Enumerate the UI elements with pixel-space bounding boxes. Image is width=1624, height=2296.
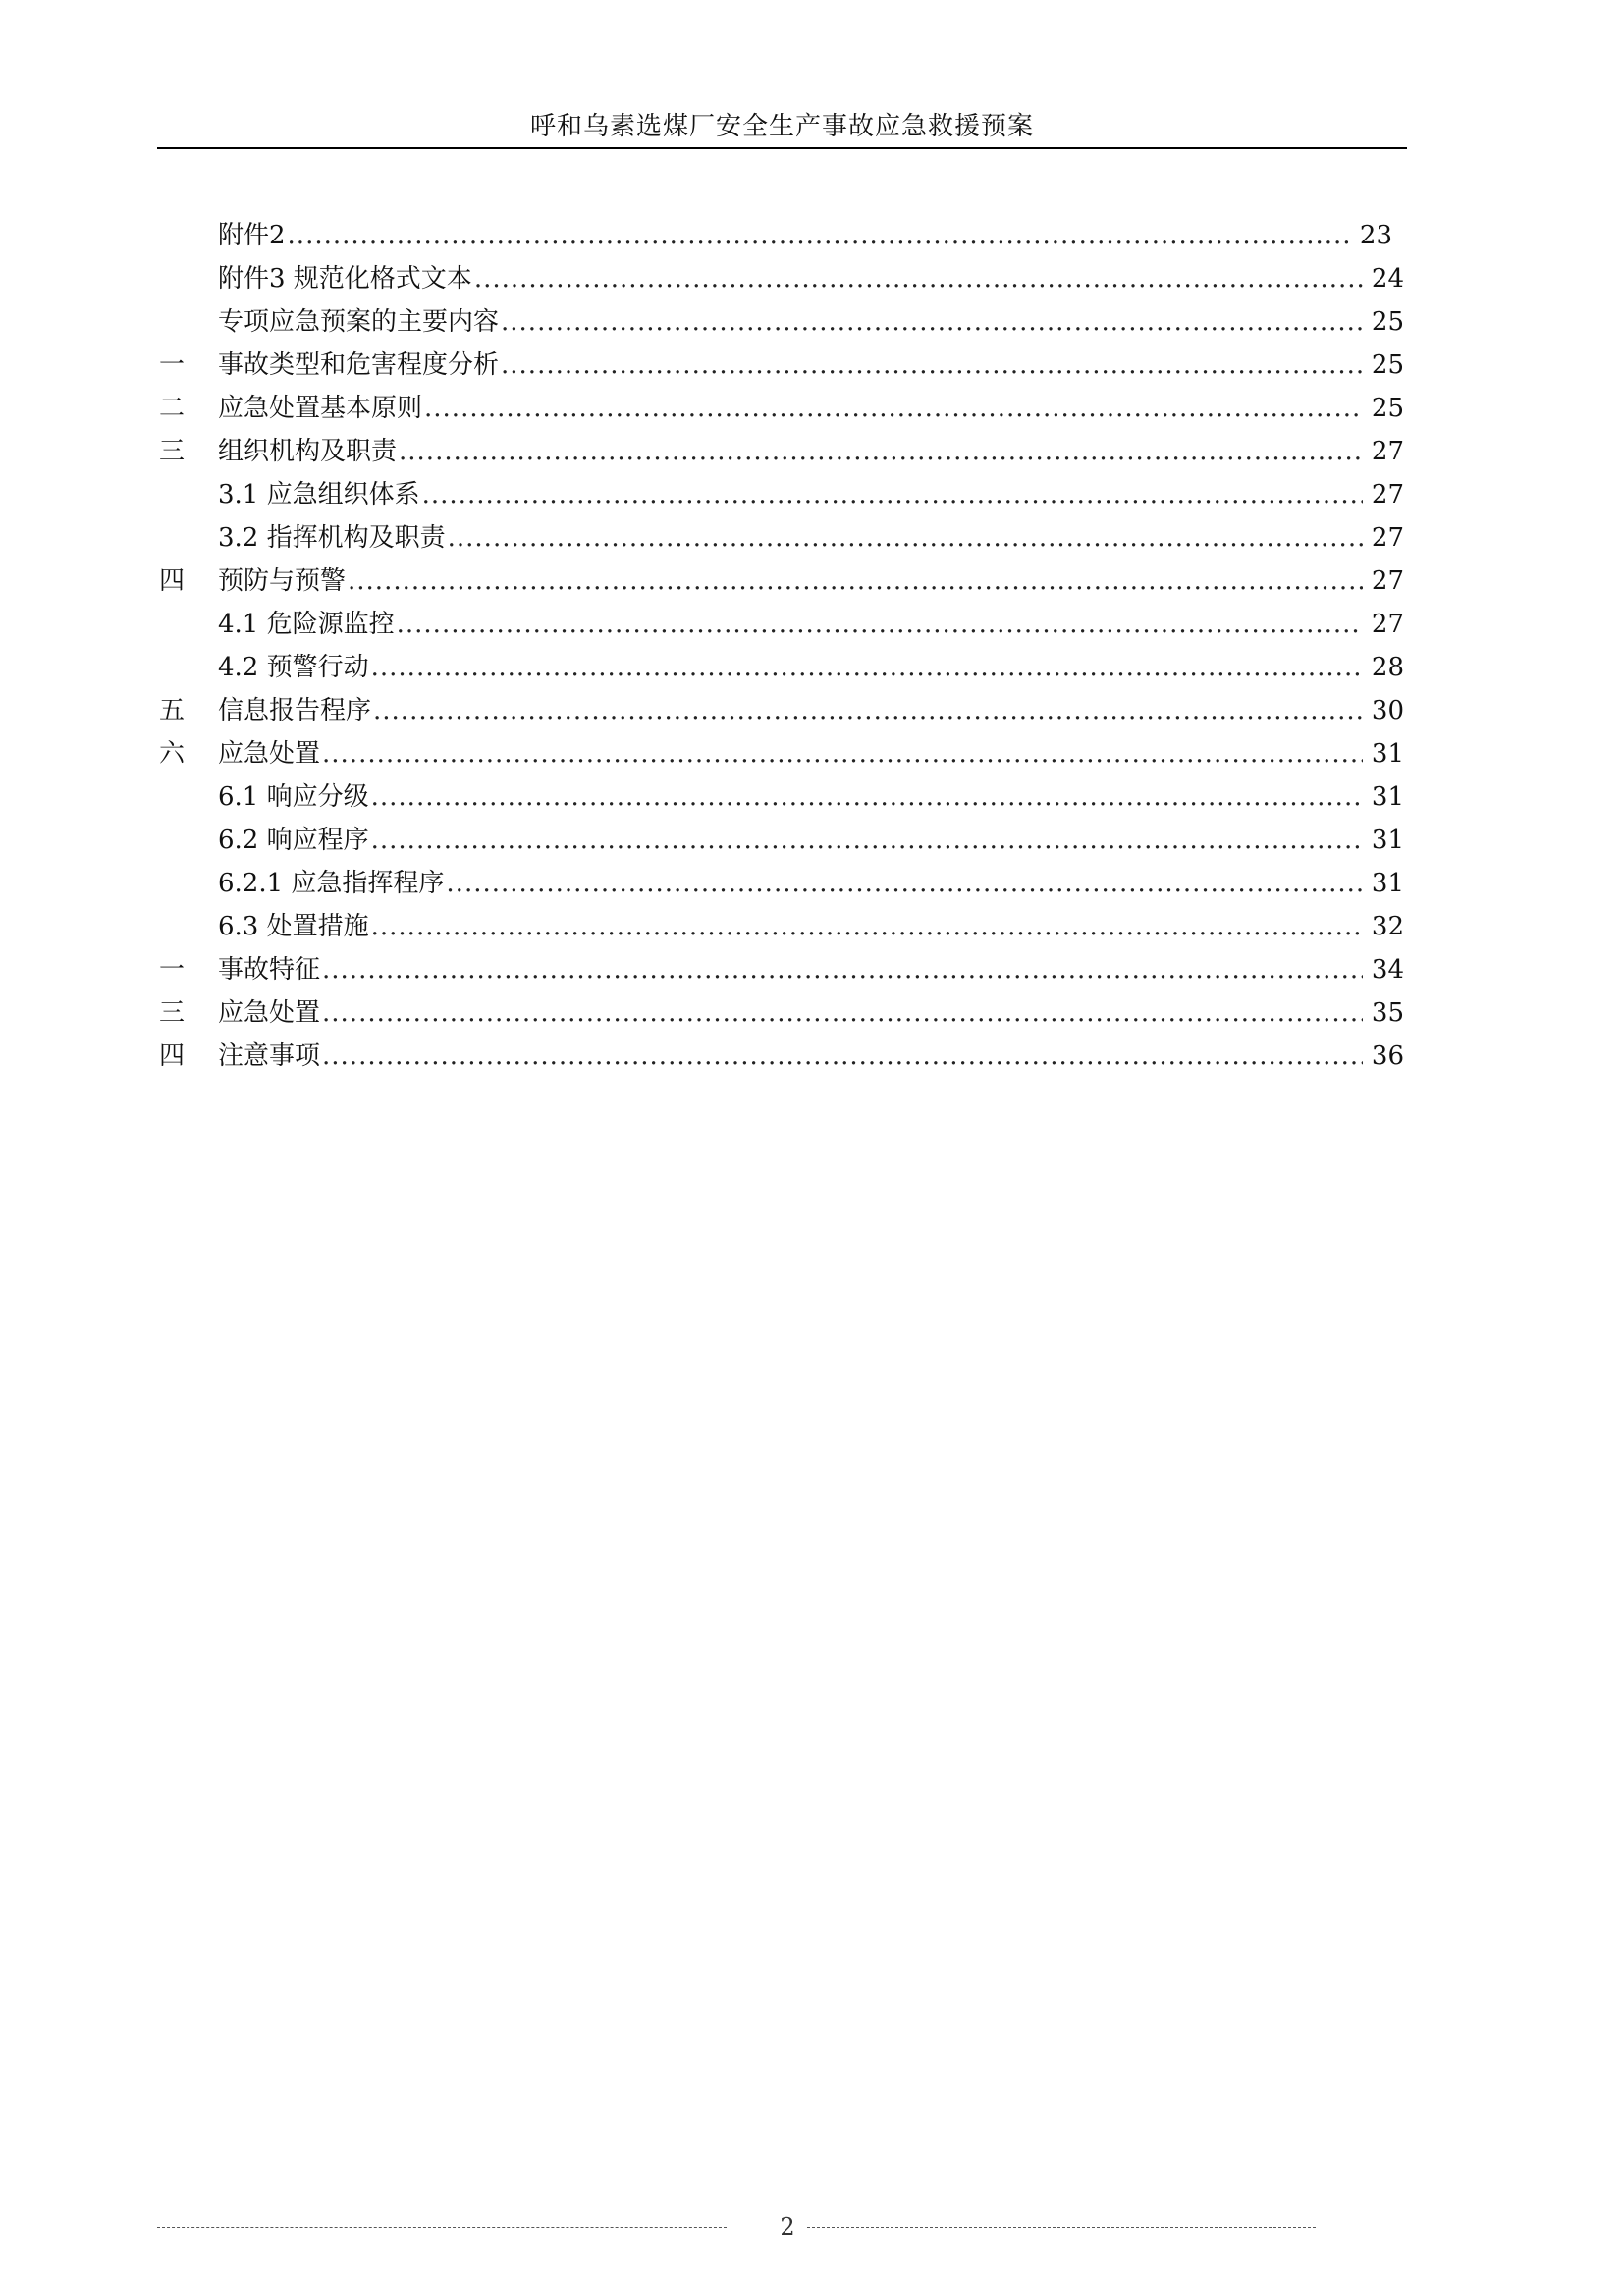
- toc-label: 注意事项: [218, 1041, 321, 1071]
- toc-entry[interactable]: [218, 344, 1404, 387]
- dot-leader: [288, 214, 1351, 257]
- toc-number: 三: [159, 437, 186, 466]
- toc-page: 28: [1371, 653, 1404, 682]
- toc-entry[interactable]: [218, 819, 1404, 862]
- toc-row[interactable]: [0, 819, 1624, 862]
- toc-row[interactable]: [0, 1035, 1624, 1078]
- toc-label: 附件2: [218, 221, 286, 250]
- toc-row[interactable]: [0, 344, 1624, 387]
- dot-leader: [501, 344, 1363, 387]
- dot-leader: [371, 819, 1363, 862]
- toc-entry[interactable]: [218, 905, 1404, 948]
- dot-leader: [371, 646, 1363, 689]
- toc-number: 一: [159, 350, 186, 380]
- toc-entry[interactable]: [218, 257, 1404, 300]
- toc-row[interactable]: [0, 473, 1624, 516]
- toc-page: 25: [1371, 307, 1404, 337]
- dot-leader: [322, 991, 1363, 1035]
- toc-number: 二: [159, 394, 186, 423]
- toc-entry[interactable]: [218, 214, 1392, 257]
- footer-rule-right: [807, 2227, 1316, 2228]
- footer-rule-left: [157, 2227, 727, 2228]
- toc-page: 25: [1371, 350, 1404, 380]
- toc-page: 23: [1359, 221, 1392, 250]
- toc-number: 三: [159, 998, 186, 1028]
- toc-entry[interactable]: [218, 473, 1404, 516]
- toc-row[interactable]: [0, 689, 1624, 732]
- page-number: 2: [780, 2214, 795, 2241]
- toc-entry[interactable]: [218, 1035, 1404, 1078]
- toc-number: 六: [159, 739, 186, 769]
- toc-row[interactable]: [0, 948, 1624, 991]
- toc-row[interactable]: [0, 430, 1624, 473]
- toc-label: 6.3 处置措施: [218, 912, 369, 941]
- toc-entry[interactable]: [218, 948, 1404, 991]
- dot-leader: [474, 257, 1363, 300]
- toc-number: 四: [159, 1041, 186, 1071]
- toc-page: 27: [1371, 523, 1404, 553]
- toc-entry[interactable]: [218, 646, 1404, 689]
- toc-label: 6.1 响应分级: [218, 782, 369, 812]
- toc-entry[interactable]: [218, 560, 1404, 603]
- toc-label: 应急处置: [218, 739, 321, 769]
- dot-leader: [322, 948, 1363, 991]
- toc-entry[interactable]: [218, 862, 1404, 905]
- toc-page: 27: [1371, 480, 1404, 509]
- toc-entry[interactable]: [218, 689, 1404, 732]
- dot-leader: [501, 300, 1363, 344]
- toc-label: 事故类型和危害程度分析: [218, 350, 500, 380]
- dot-leader: [424, 387, 1363, 430]
- toc-number: 四: [159, 566, 186, 596]
- toc-row[interactable]: [0, 646, 1624, 689]
- toc-label: 应急处置: [218, 998, 321, 1028]
- toc-row[interactable]: [0, 560, 1624, 603]
- toc-row[interactable]: [0, 862, 1624, 905]
- toc-entry[interactable]: [218, 300, 1404, 344]
- toc-row[interactable]: [0, 732, 1624, 775]
- toc-page: 31: [1371, 826, 1404, 855]
- dot-leader: [322, 1035, 1363, 1078]
- dot-leader: [399, 430, 1363, 473]
- toc-entry[interactable]: [218, 516, 1404, 560]
- toc-label: 4.2 预警行动: [218, 653, 369, 682]
- toc-page: 27: [1371, 437, 1404, 466]
- toc-page: 27: [1371, 610, 1404, 639]
- dot-leader: [448, 516, 1363, 560]
- toc-label: 6.2 响应程序: [218, 826, 369, 855]
- toc-page: 25: [1371, 394, 1404, 423]
- toc-row[interactable]: [0, 214, 1624, 257]
- toc-page: 36: [1371, 1041, 1404, 1071]
- toc-label: 6.2.1 应急指挥程序: [218, 869, 445, 898]
- dot-leader: [446, 862, 1363, 905]
- page-header: [157, 108, 1407, 149]
- toc-page: 31: [1371, 739, 1404, 769]
- toc-row[interactable]: [0, 603, 1624, 646]
- toc-row[interactable]: [0, 300, 1624, 344]
- toc-row[interactable]: [0, 905, 1624, 948]
- dot-leader: [371, 775, 1363, 819]
- toc-label: 4.1 危险源监控: [218, 610, 395, 639]
- toc-page: 34: [1371, 955, 1404, 985]
- toc-number: 一: [159, 955, 186, 985]
- dot-leader: [371, 905, 1363, 948]
- toc-label: 3.2 指挥机构及职责: [218, 523, 446, 553]
- toc-page: 30: [1371, 696, 1404, 725]
- toc-row[interactable]: [0, 257, 1624, 300]
- toc-page: 27: [1371, 566, 1404, 596]
- dot-leader: [348, 560, 1363, 603]
- toc-number: 五: [159, 696, 186, 725]
- toc-entry[interactable]: [218, 775, 1404, 819]
- dot-leader: [422, 473, 1363, 516]
- toc-page: 35: [1371, 998, 1404, 1028]
- toc-label: 3.1 应急组织体系: [218, 480, 420, 509]
- toc-label: 专项应急预案的主要内容: [218, 307, 500, 337]
- toc-page: 31: [1371, 869, 1404, 898]
- toc-label: 信息报告程序: [218, 696, 372, 725]
- page-footer: [157, 2214, 1316, 2243]
- toc-row[interactable]: [0, 991, 1624, 1035]
- toc-entry[interactable]: [218, 732, 1404, 775]
- dot-leader: [322, 732, 1363, 775]
- toc-page: 24: [1371, 264, 1404, 294]
- dot-leader: [397, 603, 1363, 646]
- toc-row[interactable]: [0, 387, 1624, 430]
- toc-row[interactable]: [0, 775, 1624, 819]
- toc-label: 事故特征: [218, 955, 321, 985]
- toc-label: 组织机构及职责: [218, 437, 398, 466]
- toc-entry[interactable]: [218, 991, 1404, 1035]
- toc-entry[interactable]: [218, 430, 1404, 473]
- toc-page: 32: [1371, 912, 1404, 941]
- toc-label: 预防与预警: [218, 566, 347, 596]
- toc-row[interactable]: [0, 516, 1624, 560]
- toc-label: 附件3 规范化格式文本: [218, 264, 472, 294]
- toc-label: 应急处置基本原则: [218, 394, 423, 423]
- toc-entry[interactable]: [218, 387, 1404, 430]
- dot-leader: [373, 689, 1363, 732]
- document-title: 呼和乌素选煤厂安全生产事故应急救援预案: [529, 112, 1034, 141]
- toc-entry[interactable]: [218, 603, 1404, 646]
- toc-page: 31: [1371, 782, 1404, 812]
